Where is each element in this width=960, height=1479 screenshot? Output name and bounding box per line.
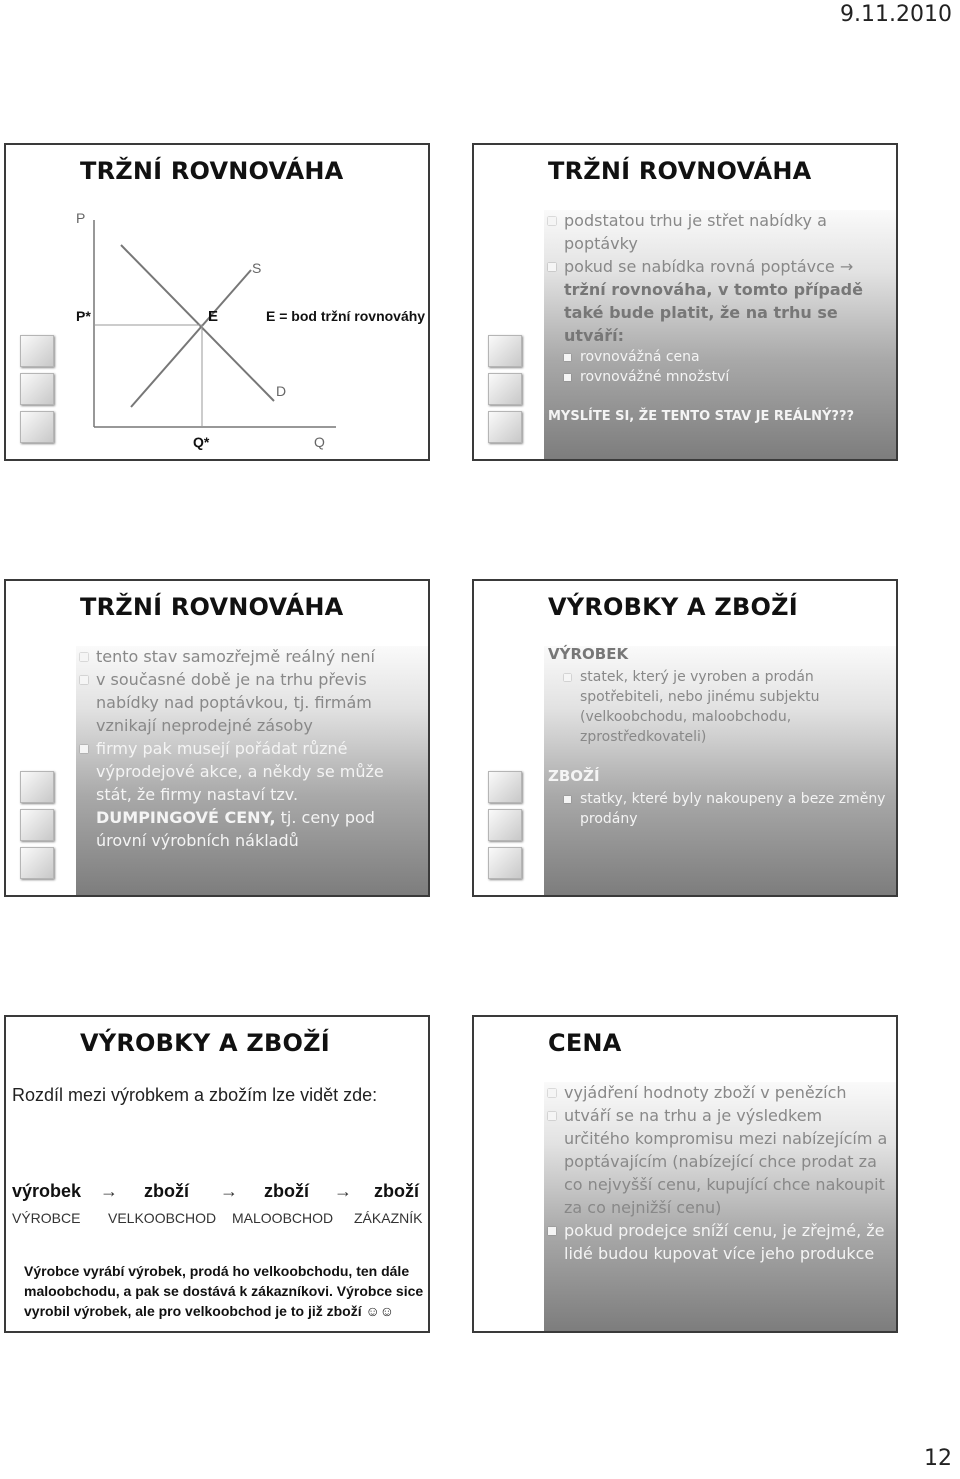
q-star-label: Q*: [193, 434, 210, 450]
slide-4: [472, 579, 898, 897]
q-label: Q: [314, 434, 325, 450]
bullet: pokud prodejce sníží cenu, je zřejmé, že lidé budou kupovat více jeho produkce: [548, 1219, 888, 1265]
slide-title: TRŽNÍ ROVNOVÁHA: [80, 157, 344, 185]
bullet-bold-text: DUMPINGOVÉ CENY,: [96, 808, 276, 827]
slide-1: [4, 143, 430, 461]
explanation-text: Výrobce vyrábí výrobek, prodá ho velkoobchodu, ten dále maloobchodu, a pak se dostává k zákazníkovi. Výrobce sice vyrobil výrobek, ale pro velkoobchod je to již zboží ☺☺: [24, 1263, 424, 1319]
slide-5: [4, 1015, 430, 1333]
slide-decoration: [488, 335, 524, 449]
sub-bullet: statek, který je vyroben a prodán spotřebiteli, nebo jinému subjektu (velkoobchodu, maloobchodu, zprostředkovateli): [564, 667, 888, 747]
bullet: [548, 255, 888, 347]
bullet-text: pokud se nabídka rovná poptávce →: [564, 257, 854, 276]
arrow-icon: →: [100, 1181, 118, 1201]
bullet: podstatou trhu je střet nabídky a poptávky: [548, 209, 888, 255]
bullet: v současné době je na trhu převis nabídky nad poptávkou, tj. firmám vznikají neprodejné zásoby: [80, 668, 420, 737]
bullet: vyjádření hodnoty zboží v penězích: [548, 1081, 888, 1104]
sub-bullet: rovnovážná cena: [564, 347, 888, 367]
slide-title: VÝROBKY A ZBOŽÍ: [548, 593, 798, 621]
page-number: 12: [924, 1446, 952, 1471]
p-label: P: [76, 210, 86, 226]
sub-bullet: rovnovážné množství: [564, 367, 888, 387]
bullet-bold-text: tržní rovnováha, v tomto případě také bude platit, že na trhu se utváří:: [564, 280, 863, 345]
bullet-text: tj. ceny pod úrovní výrobních nákladů: [96, 808, 375, 850]
bullet: utváří se na trhu a je výsledkem určitého kompromisu mezi nabízejícím a poptávajícím (nabízející chce prodat za co nejvyšší cenu, kupující chce nakoupit za co nejnižší cenu): [548, 1104, 888, 1219]
slide-title: TRŽNÍ ROVNOVÁHA: [548, 157, 812, 185]
arrow-icon: →: [334, 1181, 352, 1201]
role-label: MALOOBCHOD: [232, 1210, 334, 1226]
section-heading: ZBOŽÍ: [548, 767, 600, 785]
intro-text: Rozdíl mezi výrobkem a zbožím lze vidět zde:: [12, 1085, 378, 1105]
bullet: tento stav samozřejmě reálný není: [80, 645, 420, 668]
p-star-label: P*: [76, 308, 91, 324]
role-label: VELKOOBCHOD: [108, 1210, 217, 1226]
flow-item-vyrobek: výrobek: [12, 1181, 82, 1201]
slide-content: [548, 645, 888, 829]
supply-line: [131, 270, 251, 407]
d-label: D: [276, 383, 287, 399]
slide-title: VÝROBKY A ZBOŽÍ: [80, 1029, 330, 1057]
sub-bullet: statky, které byly nakoupeny a beze změny prodány: [564, 789, 888, 829]
slide-title: TRŽNÍ ROVNOVÁHA: [80, 593, 344, 621]
flow-item-zbozi: zboží: [144, 1181, 189, 1201]
s-label: S: [252, 260, 262, 276]
slide-6: [472, 1015, 898, 1333]
slide-content: [80, 645, 420, 852]
flow-item-zbozi: zboží: [264, 1181, 309, 1201]
bullet-text: firmy pak musejí pořádat různé výprodejové akce, a někdy se může stát, že firmy nastaví tzv.: [96, 739, 384, 804]
slide-title: CENA: [548, 1029, 622, 1057]
section-heading: VÝROBEK: [548, 645, 629, 663]
arrow-icon: →: [220, 1181, 238, 1201]
slide-decoration: [20, 771, 56, 885]
slide-content: [548, 1081, 888, 1265]
legend-label: E = bod tržní rovnováhy: [266, 308, 426, 324]
role-label: ZÁKAZNÍK: [354, 1210, 423, 1226]
slide-3: [4, 579, 430, 897]
slide-content: [548, 209, 888, 424]
bullet: [80, 737, 420, 852]
question-text: MYSLÍTE SI, ŽE TENTO STAV JE REÁLNÝ???: [548, 409, 855, 424]
role-label: VÝROBCE: [12, 1210, 81, 1226]
slide-decoration: [20, 335, 56, 449]
print-date: 9.11.2010: [840, 2, 952, 27]
supply-demand-chart: [6, 145, 430, 461]
slide-2: [472, 143, 898, 461]
e-label: E: [208, 308, 219, 325]
flow-item-zbozi: zboží: [374, 1181, 419, 1201]
slide-decoration: [488, 771, 524, 885]
